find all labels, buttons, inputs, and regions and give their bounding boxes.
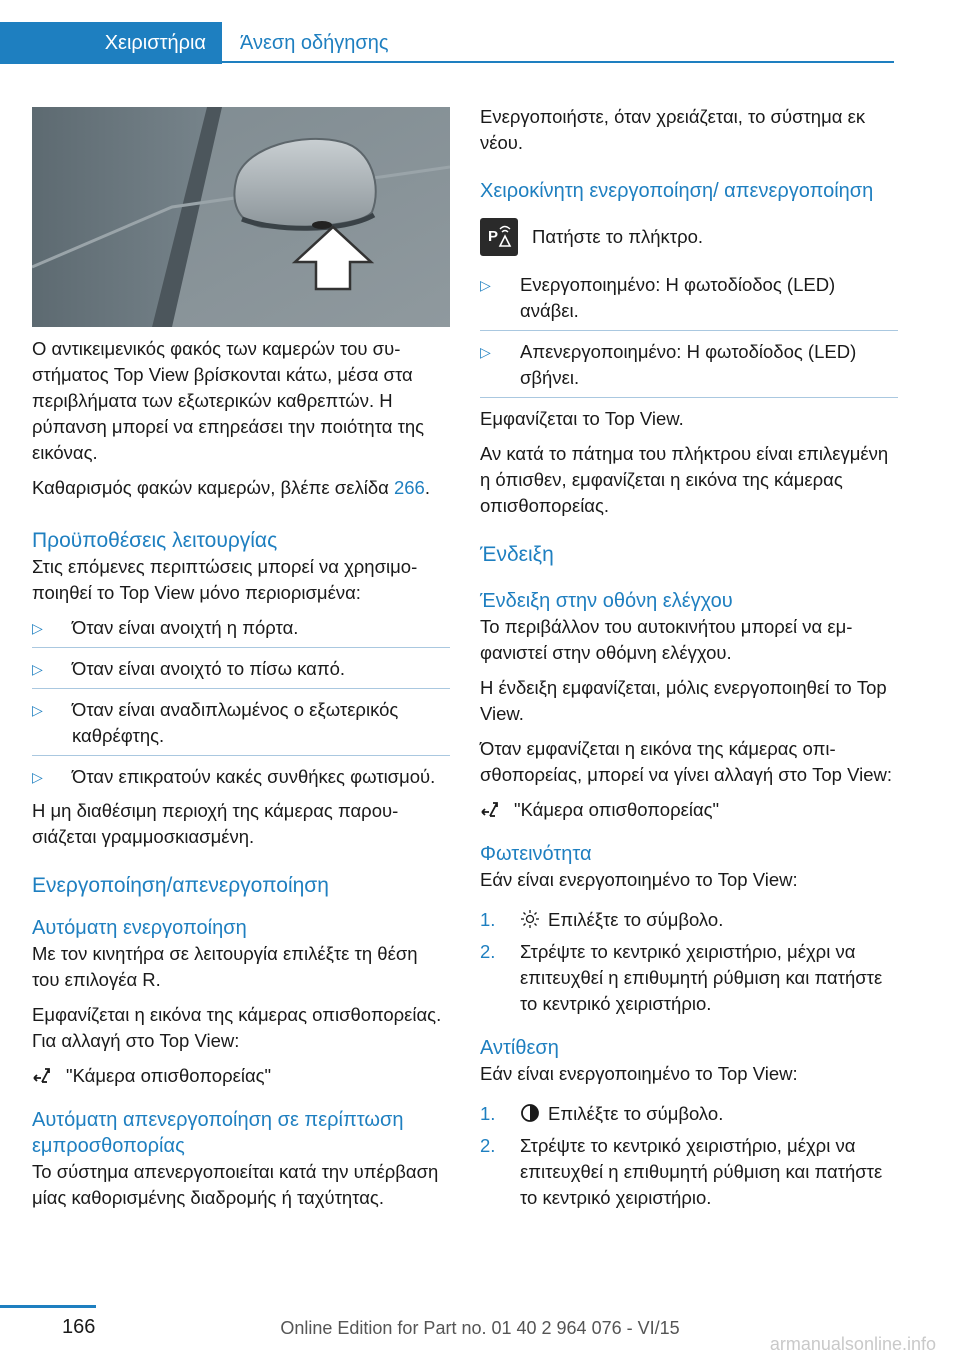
list-item <box>32 764 450 790</box>
heading-brightness: Φωτεινότητα <box>480 843 592 865</box>
header-rule <box>222 61 894 63</box>
rear-camera-label: "Κάμερα οπισθοπορείας" <box>514 799 720 820</box>
brightness-icon[interactable] <box>520 909 540 929</box>
paragraph-surroundings: Το περιβάλλον του αυτοκινήτου μπορεί να εμφανιστεί στην οθόμνη ελέγχου. <box>480 616 853 663</box>
mirror-camera-photo <box>32 107 450 327</box>
heading-operating-conditions: Προϋποθέσεις λειτουργίας <box>32 529 278 552</box>
triangle-bullet-icon: ▷ <box>480 277 491 293</box>
heading-display-on-screen: Ένδειξη στην οθόνη ελέγχου <box>480 590 733 612</box>
footer-rule <box>0 1305 96 1308</box>
step-number: 1. <box>480 1103 496 1124</box>
triangle-bullet-icon: ▷ <box>480 344 491 360</box>
list-item <box>480 1101 898 1127</box>
list-item <box>480 939 898 1017</box>
paragraph-deactivation: Το σύστημα απενεργοποιείται κατά την υπέρβαση μίας καθορισμένης διαδρομής ή ταχύτητας. <box>32 1161 439 1208</box>
heading-auto-activation: Αυτόματη ενεργοποίηση <box>32 917 247 939</box>
led-status-list <box>480 272 898 398</box>
paragraph-reactivate: Ενεργοποιήστε, όταν χρειάζεται, το σύστημα εκ νέου. <box>480 106 866 153</box>
contrast-icon[interactable] <box>520 1103 540 1123</box>
paragraph-top-view-shown: Εμφανίζεται το Top View. <box>480 408 684 429</box>
triangle-bullet-icon: ▷ <box>32 661 43 677</box>
rear-camera-label: "Κάμερα οπισθοπορείας" <box>66 1065 272 1086</box>
list-item-text: Απενεργοποιημένο: Η φωτοδίοδος (LED) σβήνει. <box>520 341 857 388</box>
step-text: Επιλέξτε το σύμβολο. <box>548 1103 724 1124</box>
park-camera-icon <box>486 224 512 250</box>
heading-on-off: Ενεργοποίηση/απενεργοποίηση <box>32 874 329 897</box>
list-item <box>480 272 898 331</box>
step-number: 2. <box>480 1135 496 1156</box>
right-column <box>480 104 898 1219</box>
heading-auto-deactivation: Αυτόματη απενεργοποίηση σε περίπτωση εμπροσθοπορίας <box>32 1109 404 1157</box>
triangle-bullet-icon: ▷ <box>32 620 43 636</box>
paragraph-reverse-gear: Αν κατά το πάτημα του πλήκτρου είναι επιλεγμένη η όπισθεν, εμφανίζεται η εικόνα της κάμερας οπισθοπορείας. <box>480 443 889 516</box>
rear-camera-icon <box>32 1066 52 1086</box>
paragraph-cleaning-ref <box>32 475 450 501</box>
paragraph-hatched-area: Η μη διαθέσιμη περιοχή της κάμερας παρουσιάζεται γραμμοσκιασμένη. <box>32 800 399 847</box>
paragraph-brightness-condition: Εάν είναι ενεργοποιημένο το Top View: <box>480 869 798 890</box>
list-item <box>32 615 450 648</box>
tab-controls[interactable]: Χειριστήρια <box>0 22 222 64</box>
heading-manual-on-off: Χειροκίνητη ενεργοποίηση/ απενεργοποίηση <box>480 180 874 202</box>
paragraph-select-r: Με τον κινητήρα σε λειτουργία επιλέξτε τη θέση του επιλογέα R. <box>32 943 418 990</box>
step-text: Στρέψτε το κεντρικό χειριστήριο, μέχρι να επιτευχθεί η επιθυμητή ρύθμιση και πατήστε το κεντρικό χειριστήριο. <box>520 1135 883 1208</box>
list-item-text: Όταν είναι αναδιπλωμένος ο εξωτερικός καθρέφτης. <box>72 699 399 746</box>
cleaning-ref-text: Καθαρισμός φακών καμερών, βλέπε σελίδα <box>32 477 394 498</box>
paragraph-lens-location: Ο αντικειμενικός φακός των καμερών του συστήματος Top View βρίσκονται κάτω, μέσα στα περιβλήματα των εξωτερικών καθρεπτών. Η ρύπανση μπορεί να επηρεάσει την ποιότητα της εικόνας. <box>32 338 425 463</box>
list-item <box>32 656 450 689</box>
triangle-bullet-icon: ▷ <box>32 702 43 718</box>
list-item <box>32 697 450 756</box>
rear-camera-menu-line <box>480 797 898 823</box>
press-button-label: Πατήστε το πλήκτρο. <box>532 226 704 247</box>
list-item-text: Ενεργοποιημένο: Η φωτοδίοδος (LED) ανάβει. <box>520 274 836 321</box>
watermark: armanualsonline.info <box>769 1334 936 1354</box>
step-text: Επιλέξτε το σύμβολο. <box>548 909 724 930</box>
list-item-text: Όταν επικρατούν κακές συνθήκες φωτισμού. <box>72 766 436 787</box>
cleaning-ref-end: . <box>424 477 430 498</box>
page-link-266[interactable]: 266 <box>393 477 425 498</box>
list-item <box>480 907 898 933</box>
step-text: Στρέψτε το κεντρικό χειριστήριο, μέχρι να επιτευχθεί η επιθυμητή ρύθμιση και πατήστε το κεντρικό χειριστήριο. <box>520 941 883 1014</box>
heading-contrast: Αντίθεση <box>480 1037 559 1059</box>
page-number: 166 <box>62 1316 96 1338</box>
step-number: 2. <box>480 941 496 962</box>
rear-camera-menu-line <box>32 1063 450 1089</box>
list-item-text: Όταν είναι ανοιχτό το πίσω καπό. <box>72 658 346 679</box>
contrast-steps <box>480 1101 898 1211</box>
rear-camera-icon <box>480 800 500 820</box>
edition-note: Online Edition for Part no. 01 40 2 964 076 - VI/15 <box>280 1318 680 1338</box>
paragraph-limitations: Στις επόμενες περιπτώσεις μπορεί να χρησιμοποιηθεί το Top View μόνο περιορισμένα: <box>32 556 418 603</box>
svg-text:P: P <box>488 228 499 245</box>
step-number: 1. <box>480 909 496 930</box>
park-assist-button-icon[interactable] <box>480 218 518 256</box>
triangle-bullet-icon: ▷ <box>32 769 43 785</box>
paragraph-switch-to-top-view: Όταν εμφανίζεται η εικόνα της κάμερας οπισθοπορείας, μπορεί να γίνει αλλαγή στο Top View: <box>480 738 893 785</box>
paragraph-rear-camera: Εμφανίζεται η εικόνα της κάμερας οπισθοπορείας. Για αλλαγή στο Top View: <box>32 1004 442 1051</box>
list-item <box>480 339 898 398</box>
press-button-line <box>480 218 898 256</box>
heading-display: Ένδειξη <box>480 543 554 566</box>
paragraph-contrast-condition: Εάν είναι ενεργοποιημένο το Top View: <box>480 1063 798 1084</box>
brightness-steps <box>480 907 898 1017</box>
left-column <box>32 336 450 1220</box>
limitations-list <box>32 615 450 790</box>
paragraph-display-shown: Η ένδειξη εμφανίζεται, μόλις ενεργοποιηθεί το Top View. <box>480 677 887 724</box>
list-item-text: Όταν είναι ανοιχτή η πόρτα. <box>72 617 299 638</box>
list-item <box>480 1133 898 1211</box>
tab-driving-comfort[interactable]: Άνεση οδήγησης <box>240 31 389 54</box>
